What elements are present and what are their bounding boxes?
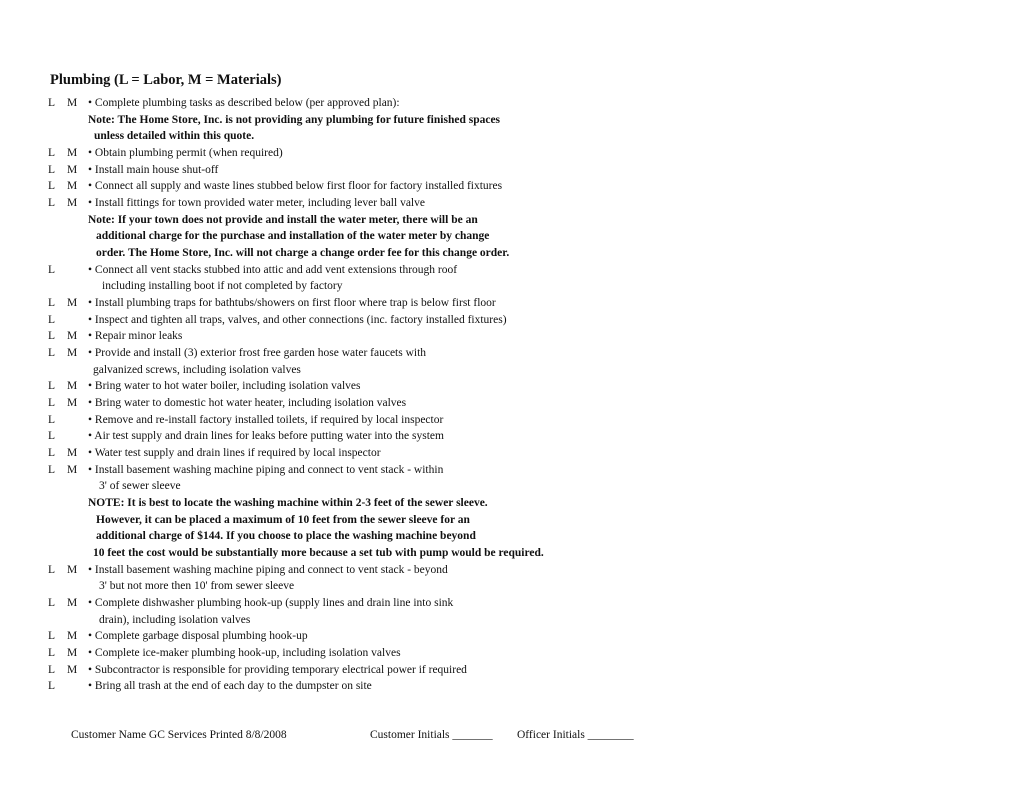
item-text: • Subcontractor is responsible for providing temporary electrical power if required <box>88 663 467 676</box>
item-text: • Complete garbage disposal plumbing hook-up <box>88 630 308 643</box>
labor-marker: L <box>48 380 56 393</box>
materials-marker: M <box>67 397 78 410</box>
materials-marker: M <box>67 597 78 610</box>
materials-marker: M <box>67 647 78 660</box>
materials-marker: M <box>67 180 78 193</box>
materials-marker: M <box>67 447 78 460</box>
scope-line <box>0 212 1000 229</box>
scope-line <box>0 595 1000 612</box>
materials-marker: M <box>67 197 78 210</box>
scope-line <box>0 228 1000 245</box>
scope-line <box>0 495 1000 512</box>
labor-marker: L <box>48 180 56 193</box>
labor-marker: L <box>48 680 56 693</box>
item-text: • Install plumbing traps for bathtubs/showers on first floor where trap is below first floor <box>88 297 496 310</box>
scope-line <box>0 95 1000 112</box>
scope-line <box>0 162 1000 179</box>
scope-line <box>0 295 1000 312</box>
scope-line <box>0 662 1000 679</box>
scope-line <box>0 512 1000 529</box>
item-text: • Install basement washing machine piping and connect to vent stack - within <box>88 463 444 476</box>
materials-marker: M <box>67 630 78 643</box>
labor-marker: L <box>48 313 56 326</box>
item-text: • Provide and install (3) exterior frost free garden hose water faucets with <box>88 347 427 360</box>
item-text: including installing boot if not completed by factory <box>102 280 343 293</box>
item-text: • Connect all supply and waste lines stubbed below first floor for factory installed fixtures <box>88 180 503 193</box>
materials-marker: M <box>67 97 78 109</box>
scope-line <box>0 245 1000 262</box>
labor-marker: L <box>48 647 56 660</box>
materials-marker: M <box>67 347 78 360</box>
labor-marker: L <box>48 197 56 210</box>
scope-line <box>0 312 1000 329</box>
footer-customer-name: Customer Name GC Services Printed 8/8/2008 <box>71 729 287 741</box>
scope-line <box>0 612 1000 629</box>
scope-line <box>0 528 1000 545</box>
item-text: • Bring all trash at the end of each day to the dumpster on site <box>88 680 372 693</box>
item-text: 3' but not more then 10' from sewer sleeve <box>99 580 295 593</box>
item-text: 3' of sewer sleeve <box>99 480 181 493</box>
section-title: Plumbing (L = Labor, M = Materials) <box>50 72 282 88</box>
labor-marker: L <box>48 597 56 610</box>
scope-line <box>0 445 1000 462</box>
note-text: Note: If your town does not provide and install the water meter, there will be an <box>88 213 478 226</box>
scope-line <box>0 678 1000 695</box>
labor-marker: L <box>48 147 56 159</box>
item-text: • Air test supply and drain lines for leaks before putting water into the system <box>88 430 444 443</box>
materials-marker: M <box>67 330 78 343</box>
item-text: • Obtain plumbing permit (when required) <box>88 147 283 159</box>
item-text: • Connect all vent stacks stubbed into attic and add vent extensions through roof <box>88 263 458 276</box>
note-text: order. The Home Store, Inc. will not charge a change order fee for this change order. <box>96 247 510 260</box>
materials-marker: M <box>67 563 78 576</box>
item-text: • Install main house shut-off <box>88 163 219 176</box>
item-text: • Complete plumbing tasks as described below (per approved plan): <box>88 97 400 109</box>
scope-line <box>0 428 1000 445</box>
item-text: • Complete dishwasher plumbing hook-up (supply lines and drain line into sink <box>88 597 454 610</box>
item-text: • Bring water to hot water boiler, including isolation valves <box>88 380 361 393</box>
item-text: • Bring water to domestic hot water heater, including isolation valves <box>88 397 407 410</box>
scope-line <box>0 478 1000 495</box>
item-text: • Inspect and tighten all traps, valves, and other connections (inc. factory installed fixtures) <box>88 313 507 326</box>
scope-line <box>0 145 1000 162</box>
footer-officer-initials: Officer Initials ________ <box>517 729 634 741</box>
note-text: additional charge for the purchase and installation of the water meter by change <box>96 230 490 243</box>
note-text: additional charge of $144. If you choose to place the washing machine beyond <box>96 530 476 543</box>
scope-line <box>0 645 1000 662</box>
materials-marker: M <box>67 463 78 476</box>
note-text: However, it can be placed a maximum of 10 feet from the sewer sleeve for an <box>96 513 470 526</box>
item-text: • Install fittings for town provided water meter, including lever ball valve <box>88 197 425 210</box>
scope-line <box>0 328 1000 345</box>
item-text: • Install basement washing machine piping and connect to vent stack - beyond <box>88 563 448 576</box>
note-text: unless detailed within this quote. <box>94 130 255 143</box>
item-text: • Repair minor leaks <box>88 330 183 343</box>
scope-line <box>0 462 1000 479</box>
materials-marker: M <box>67 297 78 310</box>
note-text: NOTE: It is best to locate the washing machine within 2-3 feet of the sewer sleeve. <box>88 497 488 510</box>
note-text: Note: The Home Store, Inc. is not providing any plumbing for future finished spaces <box>88 113 501 126</box>
labor-marker: L <box>48 97 56 109</box>
scope-line <box>0 278 1000 295</box>
scope-line <box>0 545 1000 562</box>
labor-marker: L <box>48 397 56 410</box>
scope-line <box>0 395 1000 412</box>
item-text: galvanized screws, including isolation valves <box>93 363 301 376</box>
labor-marker: L <box>48 330 56 343</box>
scope-line <box>0 262 1000 279</box>
scope-line <box>0 562 1000 579</box>
footer-customer-initials: Customer Initials _______ <box>370 729 493 741</box>
labor-marker: L <box>48 163 56 176</box>
note-text: 10 feet the cost would be substantially more because a set tub with pump would be required. <box>93 547 544 560</box>
labor-marker: L <box>48 413 56 426</box>
scope-line <box>0 345 1000 362</box>
labor-marker: L <box>48 630 56 643</box>
labor-marker: L <box>48 263 56 276</box>
materials-marker: M <box>67 147 78 159</box>
labor-marker: L <box>48 347 56 360</box>
scope-line <box>0 412 1000 429</box>
item-text: • Remove and re-install factory installed toilets, if required by local inspector <box>88 413 444 426</box>
item-text: • Complete ice-maker plumbing hook-up, including isolation valves <box>88 647 401 660</box>
item-text: • Water test supply and drain lines if required by local inspector <box>88 447 381 460</box>
scope-line <box>0 362 1000 379</box>
materials-marker: M <box>67 163 78 176</box>
scope-line <box>0 578 1000 595</box>
labor-marker: L <box>48 563 56 576</box>
scope-line <box>0 628 1000 645</box>
labor-marker: L <box>48 447 56 460</box>
scope-line <box>0 378 1000 395</box>
labor-marker: L <box>48 663 56 676</box>
scope-line <box>0 195 1000 212</box>
scope-line <box>0 128 1000 145</box>
labor-marker: L <box>48 430 56 443</box>
scope-line <box>0 178 1000 195</box>
labor-marker: L <box>48 297 56 310</box>
scope-line <box>0 112 1000 129</box>
item-text: drain), including isolation valves <box>99 613 251 626</box>
materials-marker: M <box>67 663 78 676</box>
labor-marker: L <box>48 463 56 476</box>
materials-marker: M <box>67 380 78 393</box>
